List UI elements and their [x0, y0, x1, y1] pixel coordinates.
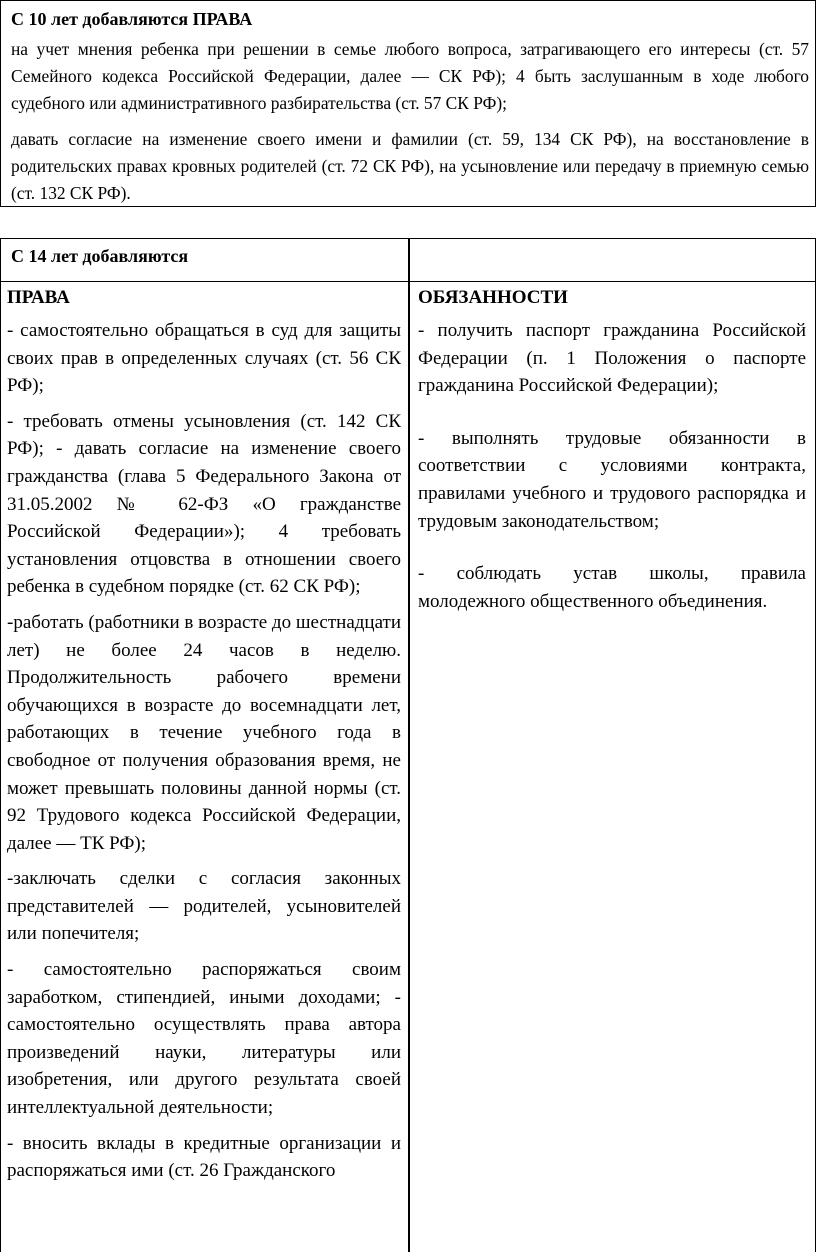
duties-column — [418, 285, 806, 615]
age-10-title: С 10 лет добавляются ПРАВА — [11, 9, 253, 29]
age-10-rights-box — [0, 0, 816, 207]
rights-item: - вносить вклады в кредитные организации и распоряжаться ими (ст. 26 Гражданского — [7, 1132, 401, 1182]
rights-item: - требовать отмены усыновления (ст. 142 СК РФ); - давать согласие на изменение своего гражданства (глава 5 Федерального Закона от 31.05.2002 № 62-ФЗ «О гражданстве Российской Федерации»); 4 требовать установления отцовства в отношении своего ребенка в судебном порядке (ст. 62 СК РФ); — [7, 410, 401, 598]
duties-item: - получить паспорт гражданина Российской Федерации (п. 1 Положения о паспорте гражданина Российской Федерации); — [418, 320, 806, 397]
age-14-table — [0, 238, 816, 1252]
rights-column — [7, 285, 401, 1193]
rights-item: - самостоятельно распоряжаться своим заработком, стипендией, иными доходами; - самостоятельно осуществлять права автора произведений науки, литературы или изобретения, или другого результата своей интеллектуальной деятельности; — [7, 959, 401, 1119]
rights-item: -работать (работники в возрасте до шестнадцати лет) не более 24 часов в неделю. Продолжительность рабочего времени обучающихся в возрасте до восемнадцати лет, работающих в течение учебного года в свободное от получения образования время, не может превышать половины данной нормы (ст. 92 Трудового кодекса Российской Федерации, далее — ТК РФ); — [7, 611, 401, 854]
rights-item: - самостоятельно обращаться в суд для защиты своих прав в определенных случаях (ст. 56 СК РФ); — [7, 320, 401, 397]
duties-item: - соблюдать устав школы, правила молодежного общественного объединения. — [418, 563, 806, 612]
rights-item: -заключать сделки с согласия законных представителей — родителей, усыновителей или попечителя; — [7, 868, 401, 945]
column-divider — [408, 239, 410, 1252]
age-10-paragraph: давать согласие на изменение своего имени и фамилии (ст. 59, 134 СК РФ), на восстановление в родительских правах кровных родителей (ст. 72 СК РФ), на усыновление или передачу в приемную семью (ст. 132 СК РФ). — [11, 129, 809, 203]
age-14-header-row — [1, 239, 815, 282]
age-14-title: С 14 лет добавляются — [11, 246, 189, 266]
age-10-paragraph: на учет мнения ребенка при решении в семье любого вопроса, затрагивающего его интересы (ст. 57 Семейного кодекса Российской Федерации, далее — СК РФ); 4 быть заслушанным в ходе любого судебного или административного разбирательства (ст. 57 СК РФ); — [11, 39, 809, 113]
duties-heading: ОБЯЗАННОСТИ — [418, 287, 568, 308]
rights-heading: ПРАВА — [7, 287, 70, 308]
duties-item: - выполнять трудовые обязанности в соответствии с условиями контракта, правилами учебного и трудового распорядка и трудовым законодательством; — [418, 427, 806, 532]
